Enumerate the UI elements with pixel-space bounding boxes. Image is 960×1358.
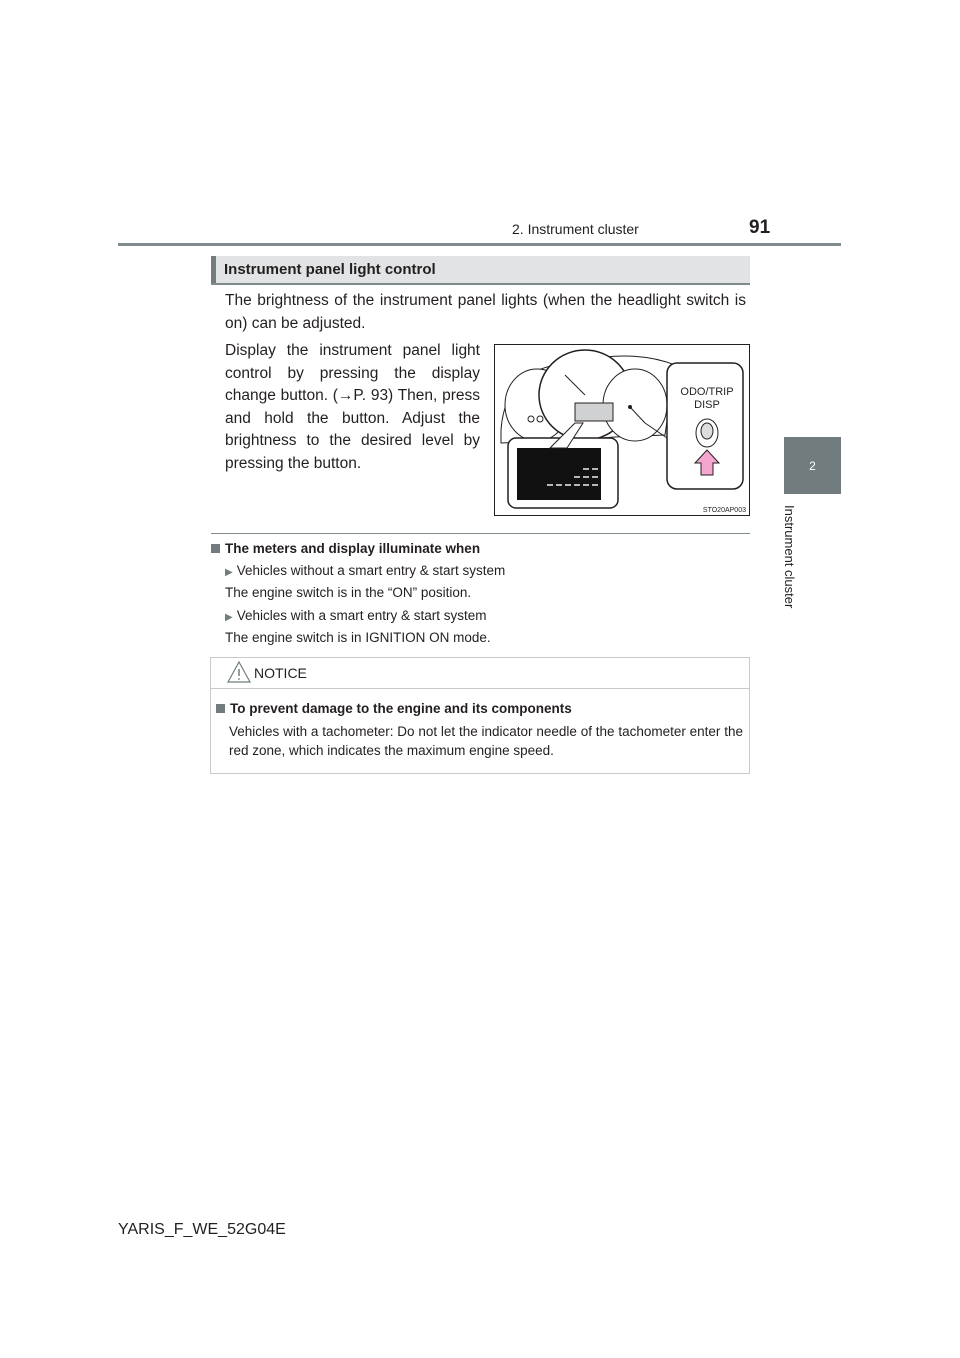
heading-accent-bar	[211, 256, 216, 283]
chapter-title: Instrument cluster	[782, 505, 797, 609]
note-heading	[211, 541, 480, 556]
running-header-section: 2. Instrument cluster	[512, 221, 639, 237]
figure-code: STO20AP003	[702, 507, 746, 514]
cluster-drawing	[495, 345, 749, 515]
warning-icon	[226, 660, 252, 684]
notice-text: Vehicles with a tachometer: Do not let the indicator needle of the tachometer enter the red zone, which indicates the maximum engine speed.	[229, 724, 743, 758]
notice-heading-text: To prevent damage to the engine and its components	[230, 701, 572, 716]
intro-paragraph: The brightness of the instrument panel lights (when the headlight switch is on) can be adjusted.	[225, 292, 746, 332]
notice-divider	[211, 688, 749, 689]
notice-heading	[216, 701, 572, 716]
triangle-bullet-icon: ▶	[225, 612, 233, 623]
note-item1-condition-text: Vehicles without a smart entry & start system	[236, 563, 506, 578]
chapter-side-label	[783, 505, 803, 625]
chapter-tab	[784, 437, 841, 494]
footer-code: YARIS_F_WE_52G04E	[118, 1221, 286, 1238]
note-item1-condition	[225, 563, 505, 578]
note-item2-text: The engine switch is in IGNITION ON mode.	[225, 630, 491, 645]
square-bullet-icon	[216, 704, 225, 713]
section-divider	[211, 533, 750, 534]
section-heading-text: Instrument panel light control	[224, 261, 436, 278]
button-label-line1: ODO/TRIP	[680, 386, 734, 398]
square-bullet-icon	[211, 544, 220, 553]
note-item2-condition	[225, 608, 487, 623]
chapter-number: 2	[809, 458, 816, 473]
note-item1-text: The engine switch is in the “ON” position.	[225, 585, 472, 600]
header-rule	[118, 243, 841, 246]
instruction-paragraph: Display the instrument panel light control by pressing the display change button. (→P. 93) Then, press and hold the button. Adjust the brightness to the desired level by pressing the button.	[225, 342, 480, 472]
triangle-bullet-icon: ▶	[225, 567, 233, 578]
note-heading-text: The meters and display illuminate when	[225, 541, 481, 556]
notice-box	[210, 657, 750, 774]
instrument-cluster-illustration	[494, 344, 750, 516]
page-number: 91	[749, 217, 771, 238]
notice-label: NOTICE	[254, 665, 307, 681]
note-item2-condition-text: Vehicles with a smart entry & start system	[236, 608, 487, 623]
button-label-line2: DISP	[694, 399, 720, 411]
section-heading	[211, 256, 750, 285]
